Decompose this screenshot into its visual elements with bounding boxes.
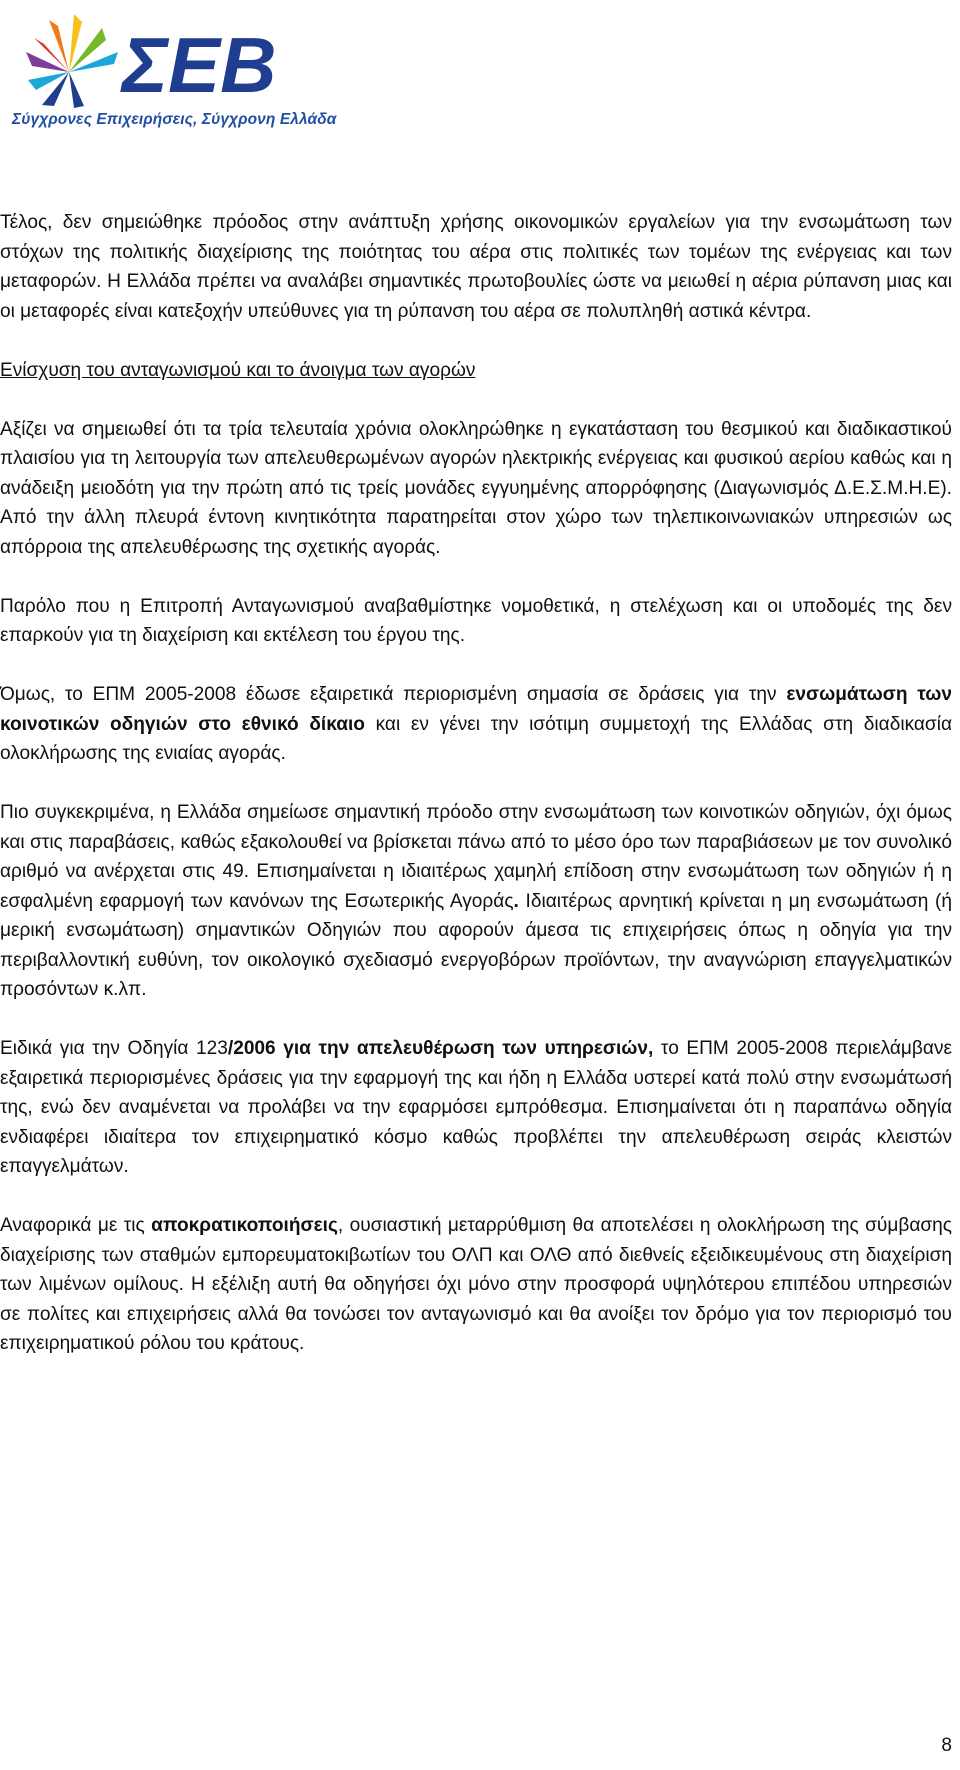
text-run: Πιο συγκεκριμένα, η Ελλάδα σημείωσε σημαντική πρόοδο στην ενσωμάτωση των κοινοτικών οδηγιών, όχι όμως και στις παραβάσεις, καθώς εξακολουθεί να βρίσκεται πάνω από το μέσο όρο των παραβιάσεων με τον συνολικό αριθμό να ανέρχεται στις 49. Επισημαίνεται η ιδιαιτέρως χαμηλή επίδοση στην ενσωμάτωση των οδηγιών ή η εσφαλμένη εφαρμογή των κανόνων της Εσωτερικής Αγοράς xyxy=(0,802,952,912)
bold-text-run: αποκρατικοποιήσεις xyxy=(151,1215,338,1236)
seb-logo-icon xyxy=(14,10,334,110)
paragraph-market-liberalization: Αξίζει να σημειωθεί ότι τα τρία τελευταία χρόνια ολοκληρώθηκε η εγκατάσταση του θεσμικού και διαδικαστικού πλαισίου για τη λειτουργία των απελευθερωμένων αγορών ηλεκτρικής ενέργειας και φυσικού αερίου καθώς και η ανάδειξη μειοδότη για την πρώτη από τις τρείς μονάδες εγγυημένης απορρόφησης (Διαγωνισμός Δ.Ε.Σ.Μ.Η.Ε). Από την άλλη πλευρά έντονη κινητικότητα παρατηρείται στον χώρο των τηλεπικοινωνιακών υπηρεσιών ως απόρροια της απελευθέρωσης της σχετικής αγοράς. xyxy=(0,418,952,558)
bold-text-run: . xyxy=(513,890,519,912)
document-body xyxy=(0,208,952,1388)
logo-tagline: Σύγχρονες Επιχειρήσεις, Σύγχρονη Ελλάδα xyxy=(12,111,337,128)
text-run: και εν γένει την ισότιμη συμμετοχή της Ελλάδας στη διαδικασία ολοκλήρωσης της ενιαίας αγοράς. xyxy=(0,713,952,764)
paragraph-services-directive xyxy=(0,1034,952,1182)
text-run: Ιδιαιτέρως αρνητική κρίνεται η μη ενσωμάτωση (ή μερική ενσωμάτωση) σημαντικών Οδηγιών που αφορούν άμεσα τις επιχειρήσεις όπως η οδηγία για την περιβαλλοντική ευθύνη, τον οικολογικό σχεδιασμό ενεργοβόρων προϊόντων, την αναγνώριση επαγγελματικών προσόντων κ.λπ. xyxy=(0,890,953,1000)
starburst-graphic xyxy=(26,14,118,108)
text-run: Αναφορικά με τις xyxy=(0,1215,152,1236)
paragraph-infringements xyxy=(0,798,952,1005)
paragraph-privatizations xyxy=(0,1211,952,1359)
bold-text-run: ενσωμάτωση των κοινοτικών οδηγιών στο εθνικό δίκαιο xyxy=(0,684,952,735)
paragraph-air-quality: Τέλος, δεν σημειώθηκε πρόοδος στην ανάπτυξη χρήσης οικονομικών εργαλείων για την ενσωμάτωση των στόχων της πολιτικής διαχείρισης της ποιότητας του αέρα στις πολιτικές των τομέων της ενέργειας και των μεταφορών. Η Ελλάδα πρέπει να αναλάβει σημαντικές πρωτοβουλίες ώστε να μειωθεί η αέρια ρύπανση μιας και οι μεταφορές είναι κατεξοχήν υπεύθυνες για τη ρύπανση του αέρα σε πολυπληθή αστικά κέντρα. xyxy=(0,212,952,322)
section-heading-competition: Ενίσχυση του ανταγωνισμού και το άνοιγμα των αγορών xyxy=(0,359,476,381)
paragraph-epm-directives xyxy=(0,680,952,769)
text-run: Όμως, το ΕΠΜ 2005-2008 έδωσε εξαιρετικά περιορισμένη σημασία σε δράσεις για την xyxy=(0,684,787,705)
page-number: 8 xyxy=(941,1735,952,1756)
text-run: Ειδικά για την Οδηγία 123 xyxy=(0,1038,228,1059)
bold-text-run: /2006 για την απελευθέρωση των υπηρεσιών, xyxy=(227,1038,654,1059)
seb-wordmark: ΣΕΒ xyxy=(122,21,277,109)
paragraph-competition-commission: Παρόλο που η Επιτροπή Ανταγωνισμού αναβαθμίστηκε νομοθετικά, η στελέχωση και οι υποδομές της δεν επαρκούν για τη διαχείριση και εκτέλεση του έργου της. xyxy=(0,595,952,646)
text-run: , ουσιαστική μεταρρύθμιση θα αποτελέσει η ολοκλήρωση της σύμβασης διαχείρισης των σταθμών εμπορευματοκιβωτίων του ΟΛΠ και ΟΛΘ από διεθνείς εξειδικευμένους στη διαχείριση των λιμένων ομίλους. Η εξέλιξη αυτή θα οδηγήσει όχι μόνο στην προσφορά υψηλότερου επιπέδου υπηρεσιών σε πολίτες και επιχειρήσεις αλλά θα τονώσει τον ανταγωνισμό και θα ανοίξει τον δρόμο για τον περιορισμό του επιχειρηματικού ρόλου του κράτους. xyxy=(0,1215,952,1354)
text-run: το ΕΠΜ 2005-2008 περιελάμβανε εξαιρετικά περιορισμένες δράσεις για την εφαρμογή της και ήδη η Ελλάδα υστερεί κατά πολύ στην ενσωμάτωσή της, ενώ δεν αναμένεται να προλάβει να την εφαρμόσει εμπρόθεσμα. Επισημαίνεται ότι η παραπάνω οδηγία ενδιαφέρει ιδιαίτερα τον επιχειρηματικό κόσμο καθώς προβλέπει την απελευθέρωση σειράς κλειστών επαγγελμάτων. xyxy=(0,1038,952,1177)
